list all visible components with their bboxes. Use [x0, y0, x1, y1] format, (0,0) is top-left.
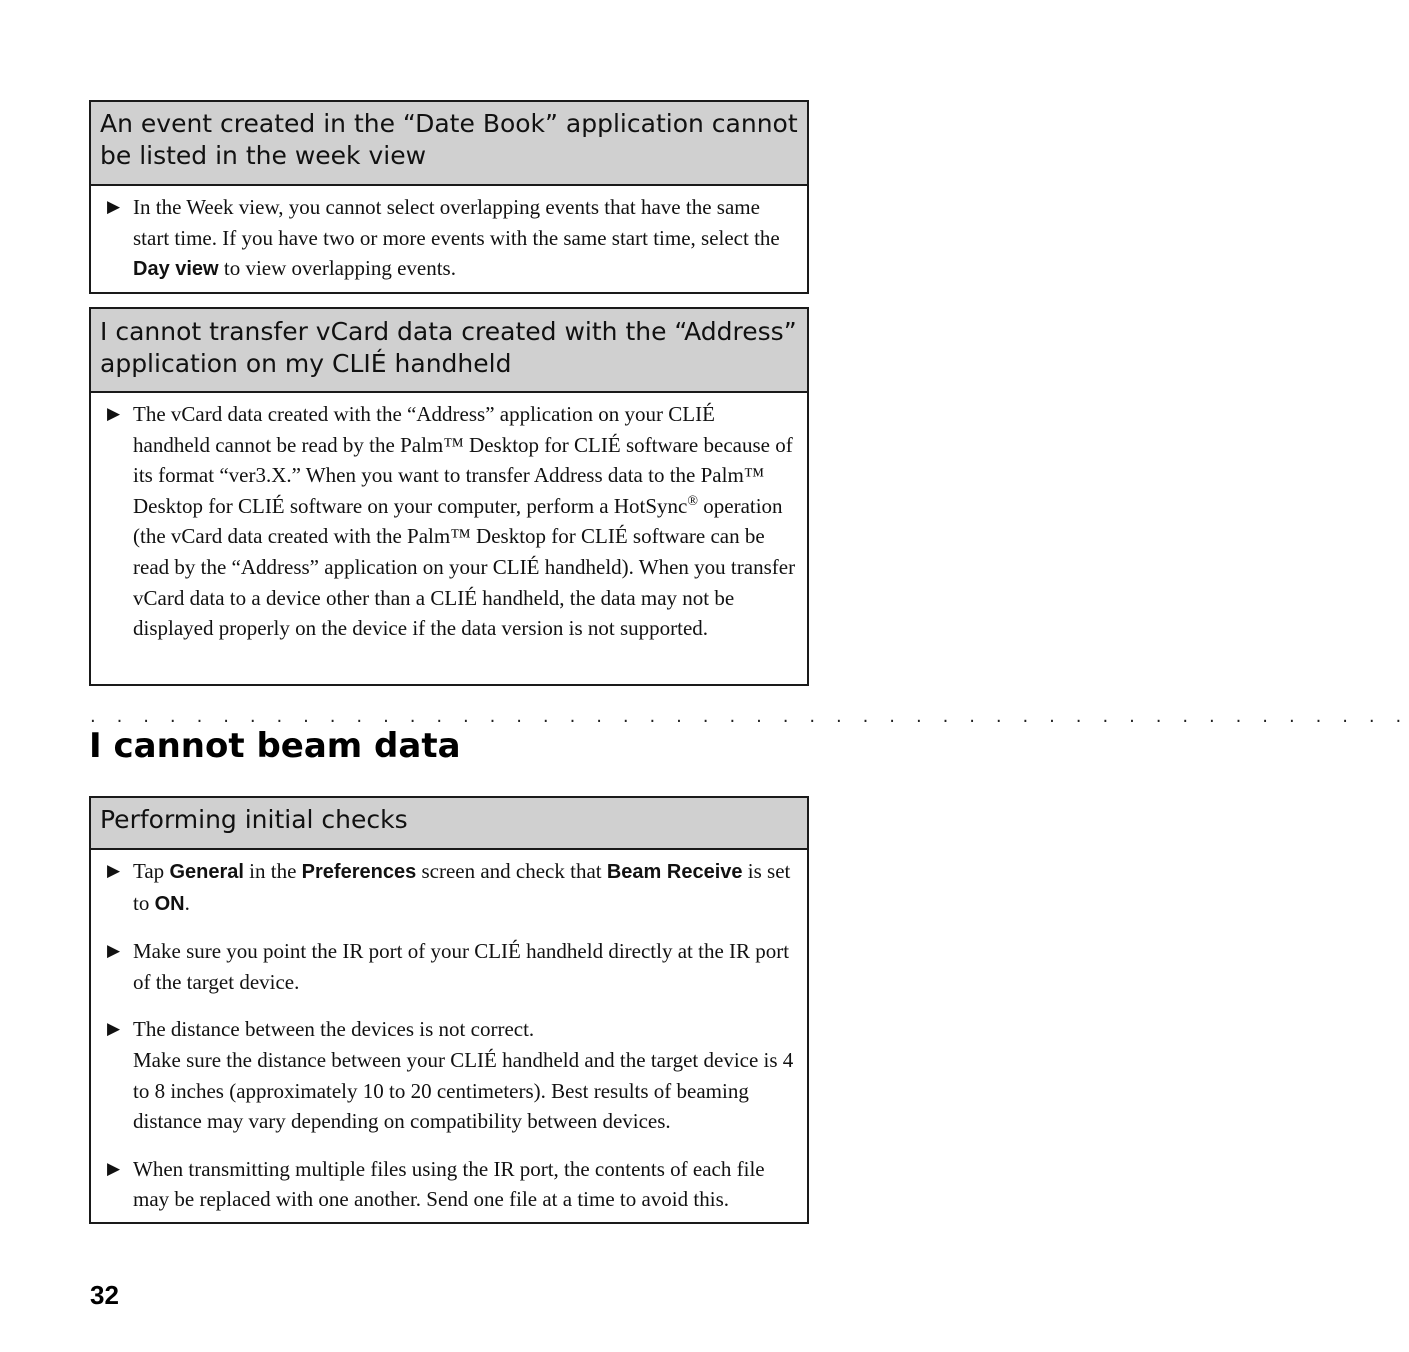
- faq-body-vcard: [91, 393, 807, 644]
- page-number: 32: [90, 1280, 119, 1310]
- answer-item: ▶ The vCard data created with the “Address” application on your CLIÉ handheld cannot be read by the Palm™ Desktop for CLIÉ software because of its format “ver3.X.” When you want to transfer Address data to the Palm™ Desktop for CLIÉ software on your computer, perform a HotSync® operation (the vCard data created with the Palm™ Desktop for CLIÉ software can be read by the “Address” application on your CLIÉ handheld). When you transfer vCard data to a device other than a CLIÉ handheld, the data may not be displayed properly on the device if the data version is not supported.: [107, 399, 797, 644]
- day-view-label: Day view: [133, 258, 219, 281]
- check-item: ▶ Tap General in the Preferences screen and check that Beam Receive is set to ON.: [107, 856, 797, 919]
- faq-title-vcard: I cannot transfer vCard data created with the “Address” application on my CLIÉ handheld: [91, 309, 807, 393]
- check-item: ▶ When transmitting multiple files using the IR port, the contents of each file may be replaced with one another. Send one file at a time to avoid this.: [107, 1154, 797, 1215]
- checks-body: [91, 850, 807, 1215]
- faq-box-date-book: [89, 100, 809, 294]
- check-item: ▶ Make sure you point the IR port of your CLIÉ handheld directly at the IR port of the target device.: [107, 936, 797, 997]
- faq-body-date-book: [91, 186, 807, 285]
- bullet-arrow-icon: ▶: [107, 197, 121, 217]
- bullet-arrow-icon: ▶: [107, 861, 121, 881]
- on-label: ON: [154, 892, 185, 915]
- dotted-divider: . . . . . . . . . . . . . . . . . . . . . . . . . . . . . . . . . . . . . . . . . . . . . . . . . .: [90, 706, 1409, 727]
- checks-title: Performing initial checks: [91, 798, 807, 850]
- general-label: General: [169, 861, 244, 883]
- answer-item: ▶ In the Week view, you cannot select overlapping events that have the same start time. If you have two or more events with the same start time, select the Day view to view overlapping events.: [107, 192, 797, 285]
- bullet-arrow-icon: ▶: [107, 941, 121, 962]
- section-heading: I cannot beam data: [89, 726, 461, 766]
- checks-box: [89, 796, 809, 1224]
- registered-mark: ®: [687, 493, 698, 509]
- beam-receive-label: Beam Receive: [606, 861, 743, 883]
- faq-box-vcard: [89, 307, 809, 686]
- check-item: ▶ The distance between the devices is not correct. Make sure the distance between your CLIÉ handheld and the target device is 4 to 8 inches (approximately 10 to 20 centimeters). Best results of beaming distance may vary depending on compatibility between devices.: [107, 1014, 797, 1136]
- preferences-label: Preferences: [301, 861, 417, 883]
- bullet-arrow-icon: ▶: [107, 404, 121, 424]
- bullet-arrow-icon: ▶: [107, 1158, 121, 1179]
- bullet-arrow-icon: ▶: [107, 1019, 121, 1040]
- faq-title-date-book: An event created in the “Date Book” application cannot be listed in the week view: [91, 102, 807, 186]
